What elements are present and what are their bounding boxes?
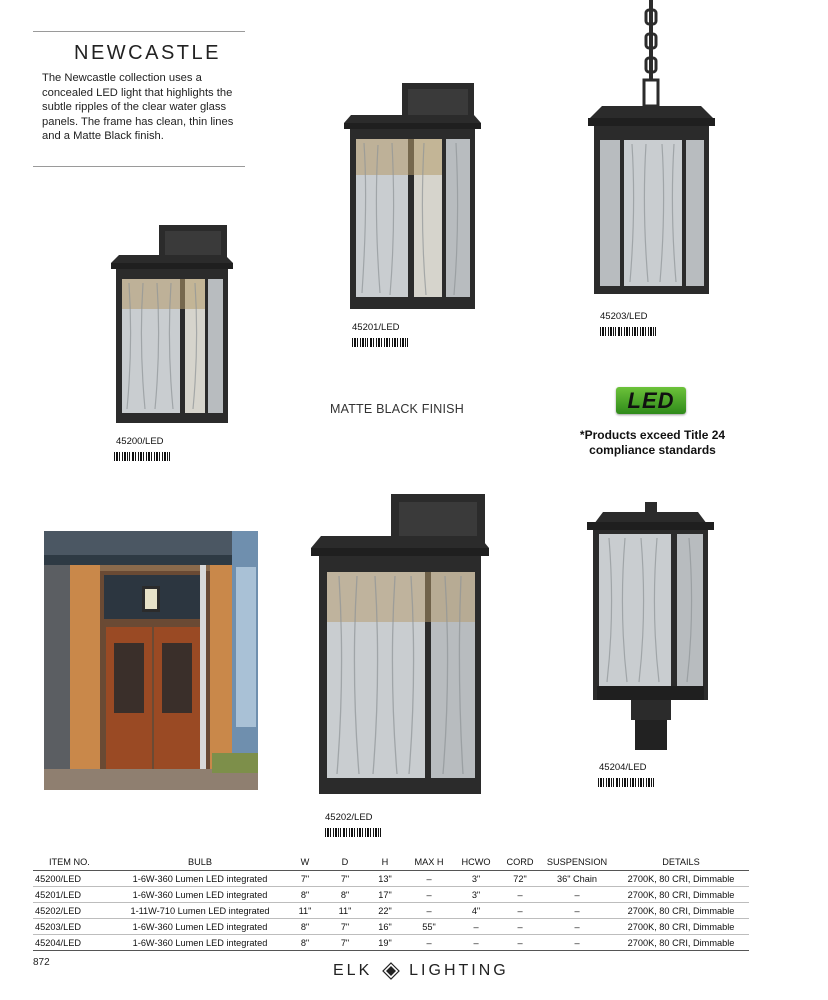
title24-notice: *Products exceed Title 24 compliance standards — [579, 428, 726, 457]
table-row — [33, 887, 749, 903]
table-cell: 3" — [453, 871, 499, 887]
table-cell: 8" — [285, 935, 325, 951]
table-cell: 1-6W-360 Lumen LED integrated — [115, 871, 285, 887]
lantern-45204-image — [587, 502, 714, 750]
table-cell: 11" — [325, 903, 365, 919]
table-cell: – — [499, 919, 541, 935]
led-badge — [616, 387, 686, 414]
table-cell: 45203/LED — [33, 919, 115, 935]
barcode — [325, 828, 381, 837]
table-cell: 3" — [453, 887, 499, 903]
sku-label: 45200/LED — [116, 436, 164, 447]
table-cell: 1-6W-360 Lumen LED integrated — [115, 919, 285, 935]
table-cell: 16" — [365, 919, 405, 935]
sku-label: 45201/LED — [352, 322, 400, 333]
table-cell: 17" — [365, 887, 405, 903]
column-header: H — [365, 856, 405, 871]
column-header: DETAILS — [613, 856, 749, 871]
led-badge-text: LED — [627, 388, 675, 413]
column-header: CORD — [499, 856, 541, 871]
table-cell: – — [405, 935, 453, 951]
table-cell: – — [541, 919, 613, 935]
table-cell: – — [405, 871, 453, 887]
table-cell: 8" — [285, 919, 325, 935]
table-cell: 7" — [285, 871, 325, 887]
table-cell: – — [405, 903, 453, 919]
table-cell: 2700K, 80 CRI, Dimmable — [613, 903, 749, 919]
column-header: BULB — [115, 856, 285, 871]
table-cell: 7" — [325, 935, 365, 951]
table-cell: 1-6W-360 Lumen LED integrated — [115, 935, 285, 951]
table-cell: 45201/LED — [33, 887, 115, 903]
header-top-rule — [33, 31, 245, 32]
table-cell: 2700K, 80 CRI, Dimmable — [613, 871, 749, 887]
column-header: W — [285, 856, 325, 871]
barcode — [600, 327, 656, 336]
table-row — [33, 871, 749, 887]
table-cell: 2700K, 80 CRI, Dimmable — [613, 919, 749, 935]
brand-name-right: LIGHTING — [409, 962, 509, 979]
diamond-logo-icon — [382, 962, 400, 980]
sku-label: 45203/LED — [600, 311, 648, 322]
sku-label: 45204/LED — [599, 762, 647, 773]
table-header-row — [33, 856, 749, 871]
lantern-45203-image — [588, 0, 715, 296]
table-cell: – — [405, 887, 453, 903]
header-bottom-rule — [33, 166, 245, 167]
table-cell: 1-11W-710 Lumen LED integrated — [115, 903, 285, 919]
table-cell: 45202/LED — [33, 903, 115, 919]
brand-logo — [333, 962, 509, 980]
table-cell: 45200/LED — [33, 871, 115, 887]
table-cell: – — [541, 935, 613, 951]
finish-label: MATTE BLACK FINISH — [330, 402, 464, 416]
table-cell: – — [499, 935, 541, 951]
table-cell: 4" — [453, 903, 499, 919]
table-row — [33, 903, 749, 919]
table-cell: 72" — [499, 871, 541, 887]
column-header: SUSPENSION — [541, 856, 613, 871]
spec-table — [33, 856, 749, 951]
lantern-45201-image — [344, 83, 481, 309]
table-cell: – — [453, 935, 499, 951]
table-cell: 7" — [325, 919, 365, 935]
table-cell: 22" — [365, 903, 405, 919]
barcode — [598, 778, 654, 787]
table-cell: – — [541, 887, 613, 903]
table-cell: 7" — [325, 871, 365, 887]
lantern-45200-image — [111, 225, 233, 423]
table-cell: 8" — [285, 887, 325, 903]
column-header: ITEM NO. — [33, 856, 115, 871]
barcode — [114, 452, 170, 461]
sku-label: 45202/LED — [325, 812, 373, 823]
table-cell: 55" — [405, 919, 453, 935]
table-cell: 2700K, 80 CRI, Dimmable — [613, 887, 749, 903]
table-cell: 8" — [325, 887, 365, 903]
table-cell: – — [499, 903, 541, 919]
table-cell: 1-6W-360 Lumen LED integrated — [115, 887, 285, 903]
barcode — [352, 338, 408, 347]
table-cell: 2700K, 80 CRI, Dimmable — [613, 935, 749, 951]
table-row — [33, 919, 749, 935]
collection-title: NEWCASTLE — [74, 42, 221, 64]
table-cell: 45204/LED — [33, 935, 115, 951]
lantern-45202-image — [311, 494, 489, 794]
page-number: 872 — [33, 957, 50, 968]
installation-photo — [44, 531, 258, 790]
column-header: D — [325, 856, 365, 871]
column-header: HCWO — [453, 856, 499, 871]
table-cell: 19" — [365, 935, 405, 951]
table-cell: 11" — [285, 903, 325, 919]
column-header: MAX H — [405, 856, 453, 871]
collection-description: The Newcastle collection uses a concealed LED light that highlights the subtle ripples of the clear water glass panels. The frame has clean, thin lines and a Matte Black finish. — [42, 72, 234, 143]
table-cell: 13" — [365, 871, 405, 887]
table-row — [33, 935, 749, 951]
brand-name-left: ELK — [333, 962, 373, 979]
table-cell: 36" Chain — [541, 871, 613, 887]
table-cell: – — [541, 903, 613, 919]
table-cell: – — [499, 887, 541, 903]
table-cell: – — [453, 919, 499, 935]
